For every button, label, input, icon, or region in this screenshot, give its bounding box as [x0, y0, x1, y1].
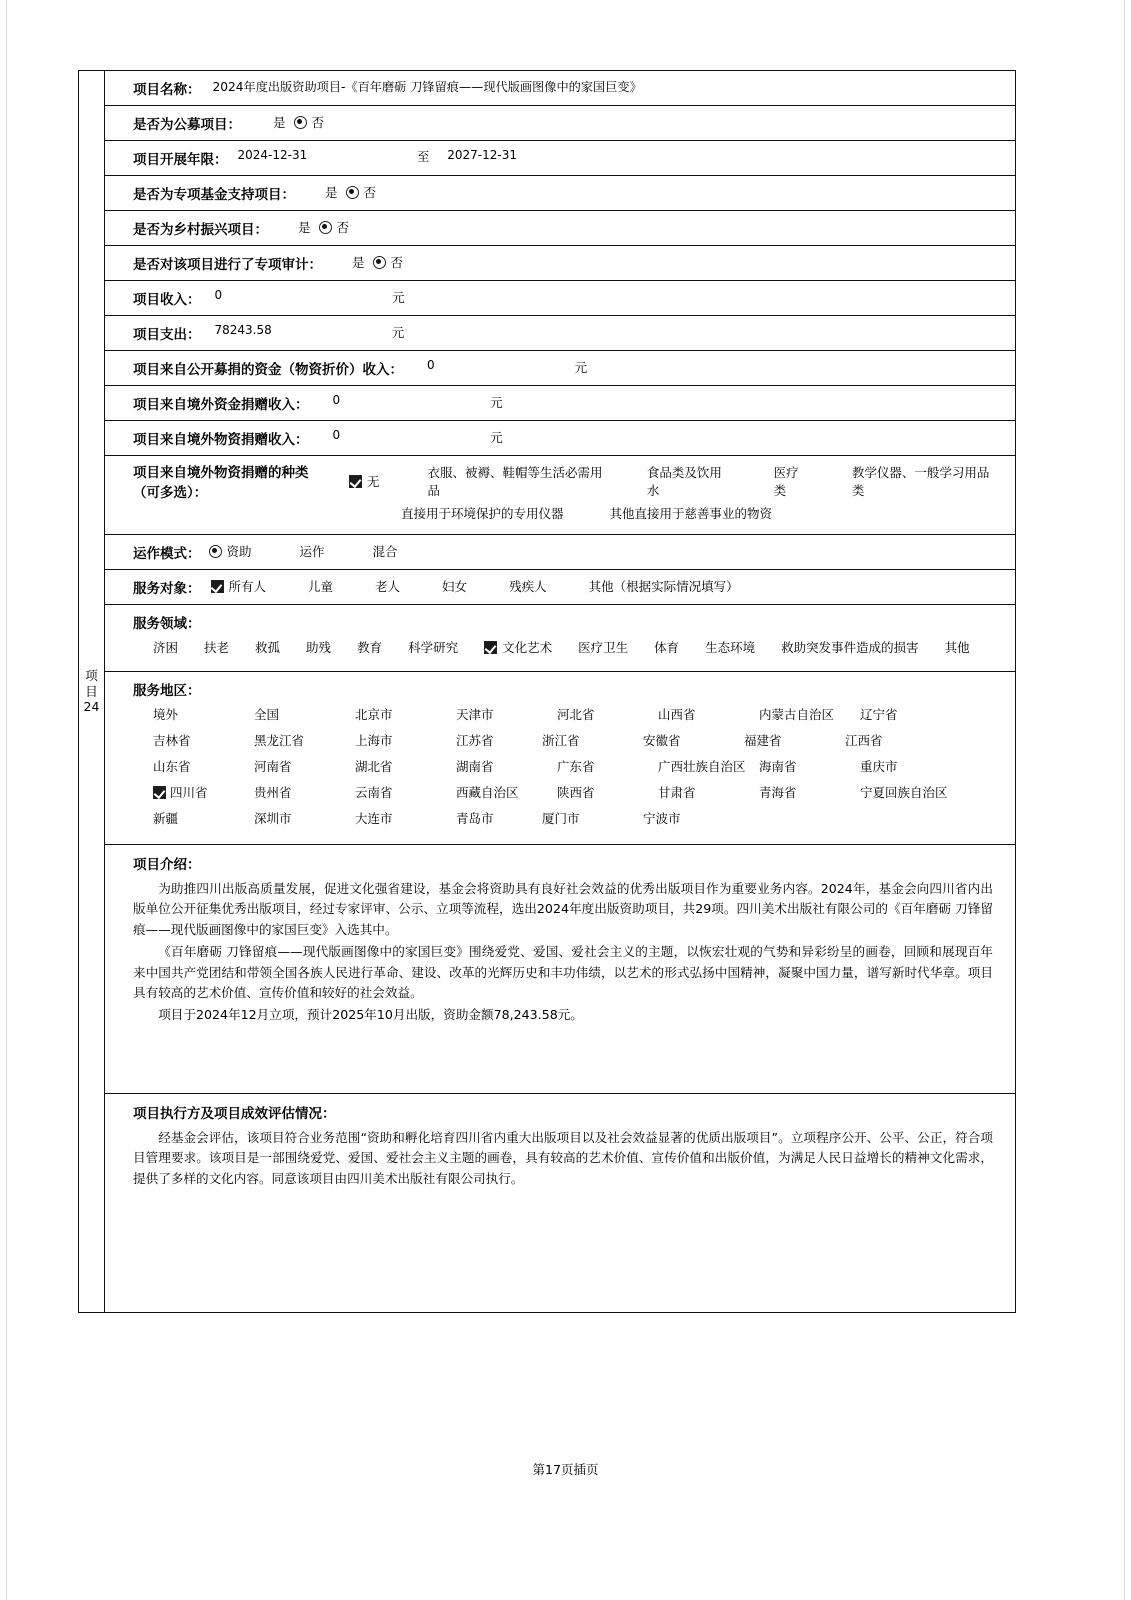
- field-service-areas: [105, 672, 1015, 845]
- section-evaluation: [105, 1094, 1015, 1312]
- expense-unit: 元: [391, 325, 405, 340]
- area-label-shaanxi: 陕西省: [557, 785, 595, 800]
- area-label-tianjin: 天津市: [456, 707, 494, 722]
- service-field-label-emergency: 救助突发事件造成的损害: [781, 640, 919, 655]
- area-henan[interactable]: [254, 757, 355, 775]
- service-field-orphan[interactable]: [255, 638, 280, 656]
- service-target-label-women: 妇女: [442, 579, 468, 594]
- area-hainan[interactable]: [759, 757, 860, 775]
- overseas-kind-charity[interactable]: [610, 504, 773, 522]
- rural-yes[interactable]: [298, 218, 311, 236]
- no-label: 否: [363, 185, 377, 200]
- service-field-health[interactable]: [578, 638, 628, 656]
- overseas-kind-label-food: 食品类及饮用水: [646, 465, 722, 498]
- service-target-label: 服务对象：: [133, 581, 201, 597]
- overseas-fund-value: 0: [332, 393, 341, 407]
- field-public-fundraising: [105, 106, 1015, 141]
- operation-mode-label-funding: 资助: [226, 544, 252, 559]
- overseas-kind-food[interactable]: [647, 463, 732, 499]
- area-zhejiang[interactable]: [542, 731, 643, 749]
- service-field-education[interactable]: [357, 638, 382, 656]
- area-liaoning[interactable]: [860, 705, 961, 723]
- service-target-label-all: 所有人: [228, 579, 267, 594]
- area-label-qinghai: 青海省: [759, 785, 797, 800]
- field-special-audit: [105, 246, 1015, 281]
- evaluation-heading: 项目执行方及项目成效评估情况：: [133, 1106, 336, 1122]
- service-field-label-education: 教育: [357, 640, 383, 655]
- service-field-other[interactable]: [945, 638, 970, 656]
- area-hunan[interactable]: [456, 757, 557, 775]
- audit-no[interactable]: [373, 253, 404, 271]
- area-label-xinjiang: 新疆: [153, 811, 179, 826]
- overseas-kind-label-clothing: 衣服、被褥、鞋帽等生活必需用品: [427, 465, 603, 498]
- form-body: [105, 71, 1015, 1312]
- duration-to-label: 至: [417, 150, 430, 164]
- area-label-guizhou: 贵州省: [254, 785, 292, 800]
- service-target-label-other: 其他（根据实际情况填写）: [588, 579, 739, 594]
- overseas-fund-label: 项目来自境外资金捐赠收入：: [133, 397, 309, 413]
- row-index-label: 项 目 24: [83, 668, 100, 715]
- field-overseas-fund-income: [105, 386, 1015, 421]
- intro-heading: 项目介绍：: [133, 857, 201, 873]
- area-label-heilongjiang: 黑龙江省: [254, 733, 305, 748]
- field-service-fields: [105, 605, 1015, 672]
- area-hubei[interactable]: [355, 757, 456, 775]
- service-field-label: 服务领域：: [133, 616, 201, 632]
- overseas-kind-line-1: [349, 463, 1005, 499]
- area-shenzhen[interactable]: [254, 809, 355, 827]
- area-label-xiamen: 厦门市: [542, 811, 580, 826]
- service-field-label-culture-art: 文化艺术: [502, 640, 553, 655]
- checkbox-icon[interactable]: [211, 580, 224, 593]
- page-note: 第17页插页: [532, 1462, 599, 1477]
- overseas-kind-label-teaching: 教学仪器、一般学习用品类: [851, 465, 990, 498]
- scan-edge-right: [1124, 0, 1125, 1600]
- overseas-kind-label-none: 无: [367, 474, 380, 489]
- area-label-shenzhen: 深圳市: [254, 811, 292, 826]
- area-hebei[interactable]: [557, 705, 658, 723]
- no-label: 否: [336, 220, 350, 235]
- area-qingdao[interactable]: [456, 809, 542, 827]
- area-gansu[interactable]: [658, 783, 759, 801]
- overseas-kind-none[interactable]: [349, 472, 380, 490]
- area-label-shanghai: 上海市: [355, 733, 393, 748]
- service-target-women[interactable]: [442, 577, 467, 595]
- field-special-fund: [105, 176, 1015, 211]
- operation-mode-label-operating: 运作: [299, 544, 325, 559]
- area-overseas[interactable]: [153, 705, 254, 723]
- area-yunnan[interactable]: [355, 783, 456, 801]
- special-fund-yes[interactable]: [325, 183, 338, 201]
- section-project-introduction: [105, 845, 1015, 1094]
- public-donation-value: 0: [427, 358, 435, 372]
- radio-icon[interactable]: [346, 186, 359, 199]
- expense-value: 78243.58: [214, 323, 272, 337]
- area-label-gansu: 甘肃省: [658, 785, 696, 800]
- area-beijing[interactable]: [355, 705, 456, 723]
- service-field-elderly[interactable]: [204, 638, 229, 656]
- area-heilongjiang[interactable]: [254, 731, 355, 749]
- no-label: 否: [311, 115, 325, 130]
- field-rural-revitalization: [105, 211, 1015, 246]
- service-area-grid: [133, 705, 1005, 835]
- intro-paragraph-3: 项目于2024年12月立项，预计2025年10月出版，资助金额78,243.58元。: [158, 1007, 583, 1023]
- service-field-label-ecology: 生态环境: [705, 640, 756, 655]
- area-anhui[interactable]: [643, 731, 744, 749]
- area-label-ningbo: 宁波市: [643, 811, 681, 826]
- service-field-sports[interactable]: [654, 638, 679, 656]
- service-field-label-elderly: 扶老: [204, 640, 230, 655]
- service-field-label-health: 医疗卫生: [578, 640, 629, 655]
- checkbox-icon[interactable]: [153, 786, 166, 799]
- field-project-expense: [105, 316, 1015, 351]
- project-name-value: 2024年度出版资助项目-《百年磨砺 刀锋留痕——现代版画图像中的家国巨变》: [212, 80, 642, 94]
- radio-icon[interactable]: [373, 256, 386, 269]
- service-field-ecology[interactable]: [705, 638, 755, 656]
- overseas-kind-label-medical: 医疗类: [773, 465, 799, 498]
- page-footer: [0, 1460, 1131, 1478]
- overseas-kind-clothing[interactable]: [428, 463, 609, 499]
- overseas-kind-label-charity: 其他直接用于慈善事业的物资: [609, 506, 773, 521]
- area-fujian[interactable]: [744, 731, 845, 749]
- area-label-inner-mongolia: 内蒙古自治区: [759, 707, 835, 722]
- field-public-donation-income: [105, 351, 1015, 386]
- area-sichuan[interactable]: [153, 783, 254, 801]
- overseas-kind-medical[interactable]: [774, 463, 810, 499]
- service-target-all[interactable]: [211, 577, 267, 595]
- public-fundraising-yes[interactable]: [273, 113, 286, 131]
- area-guangxi[interactable]: [658, 757, 759, 775]
- area-label-shandong: 山东省: [153, 759, 191, 774]
- area-jiangxi[interactable]: [845, 731, 946, 749]
- radio-icon[interactable]: [319, 221, 332, 234]
- area-xinjiang[interactable]: [153, 809, 254, 827]
- service-target-disabled[interactable]: [509, 577, 547, 595]
- area-shaanxi[interactable]: [557, 783, 658, 801]
- area-guizhou[interactable]: [254, 783, 355, 801]
- income-unit: 元: [392, 290, 405, 305]
- area-label-beijing: 北京市: [355, 707, 393, 722]
- service-field-disabled[interactable]: [306, 638, 331, 656]
- area-label-guangxi: 广西壮族自治区: [658, 759, 746, 774]
- overseas-kind-label-environment: 直接用于环境保护的专用仪器: [401, 506, 564, 521]
- area-ningxia[interactable]: [860, 783, 961, 801]
- audit-yes[interactable]: [352, 253, 365, 271]
- area-label-sichuan: 四川省: [170, 785, 208, 800]
- special-fund-no[interactable]: [346, 183, 377, 201]
- overseas-goods-label: 项目来自境外物资捐赠收入：: [133, 432, 309, 448]
- field-service-target: [105, 570, 1015, 605]
- yes-label: 是: [298, 220, 311, 235]
- overseas-fund-unit: 元: [490, 395, 503, 410]
- service-field-research[interactable]: [408, 638, 458, 656]
- operation-mode-label: 运作模式：: [133, 546, 201, 562]
- duration-end: 2027-12-31: [447, 148, 518, 162]
- area-label-liaoning: 辽宁省: [860, 707, 898, 722]
- area-shandong[interactable]: [153, 757, 254, 775]
- public-donation-unit: 元: [574, 360, 588, 375]
- area-ningbo[interactable]: [643, 809, 744, 827]
- radio-icon[interactable]: [209, 545, 222, 558]
- area-shanghai[interactable]: [355, 731, 456, 749]
- area-tibet[interactable]: [456, 783, 557, 801]
- field-project-income: [105, 281, 1015, 316]
- overseas-kind-line-2: [349, 504, 1005, 522]
- operation-mode-mixed[interactable]: [373, 542, 398, 560]
- overseas-kind-environment[interactable]: [401, 504, 564, 522]
- service-field-label-sports: 体育: [654, 640, 680, 655]
- public-fundraising-no[interactable]: [294, 113, 325, 131]
- overseas-kind-teaching[interactable]: [852, 463, 997, 499]
- service-field-emergency[interactable]: [781, 638, 919, 656]
- public-fundraising-label: 是否为公募项目：: [133, 117, 241, 133]
- area-shanxi[interactable]: [658, 705, 759, 723]
- area-label-jilin: 吉林省: [153, 733, 191, 748]
- yes-label: 是: [352, 255, 365, 270]
- area-label-fujian: 福建省: [744, 733, 782, 748]
- evaluation-paragraph-1: 经基金会评估，该项目符合业务范围“资助和孵化培育四川省内重大出版项目以及社会效益显著的优质出版项目”。立项程序公开、公平、公正，符合项目管理要求。该项目是一部围绕爱党、爱国、爱社会主义主题的画卷，具有较高的艺术价值、宣传价值和出版价值，为满足人民日益增长的精神文化需求，提供了多样的文化内容。同意该项目由四川美术出版社有限公司执行。: [133, 1130, 993, 1186]
- area-label-dalian: 大连市: [355, 811, 393, 826]
- area-label-henan: 河南省: [254, 759, 292, 774]
- audit-label: 是否对该项目进行了专项审计：: [133, 257, 322, 273]
- service-field-poverty[interactable]: [153, 638, 178, 656]
- row-index-cell: [79, 71, 105, 1312]
- service-field-label-poverty: 济困: [153, 640, 179, 655]
- area-inner-mongolia[interactable]: [759, 705, 860, 723]
- area-label-shanxi: 山西省: [658, 707, 696, 722]
- rural-no[interactable]: [319, 218, 350, 236]
- service-field-label-orphan: 救孤: [255, 640, 281, 655]
- service-field-label-research: 科学研究: [408, 640, 459, 655]
- overseas-kind-label: 项目来自境外物资捐赠的种类: [133, 465, 309, 481]
- service-target-label-children: 儿童: [308, 579, 334, 594]
- special-fund-label: 是否为专项基金支持项目：: [133, 187, 295, 203]
- area-label-hainan: 海南省: [759, 759, 797, 774]
- rural-label: 是否为乡村振兴项目：: [133, 222, 268, 238]
- area-label-anhui: 安徽省: [643, 733, 681, 748]
- service-target-elderly[interactable]: [375, 577, 400, 595]
- intro-paragraph-1: 为助推四川出版高质量发展，促进文化强省建设，基金会将资助具有良好社会效益的优秀出版项目作为重要业务内容。2024年，基金会向四川省内出版单位公开征集优秀出版项目，经过专家评审、公示、立项等流程，选出2024年度出版资助项目，共29项。四川美术出版社有限公司的《百年磨砺 刀锋留痕——现代版画图像中的家国巨变》入选其中。: [133, 881, 993, 937]
- service-area-label: 服务地区：: [133, 683, 201, 699]
- yes-label: 是: [325, 185, 338, 200]
- area-label-hebei: 河北省: [557, 707, 595, 722]
- overseas-goods-value: 0: [332, 428, 341, 442]
- area-label-zhejiang: 浙江省: [542, 733, 580, 748]
- area-label-jiangxi: 江西省: [845, 733, 883, 748]
- operation-mode-funding[interactable]: [209, 542, 252, 560]
- expense-label: 项目支出：: [133, 327, 201, 343]
- public-donation-label: 项目来自公开募捐的资金（物资折价）收入：: [133, 362, 403, 378]
- intro-paragraph-2: 《百年磨砺 刀锋留痕——现代版画图像中的家国巨变》围绕爱党、爱国、爱社会主义的主题，以恢宏壮观的气势和异彩纷呈的画卷，回顾和展现百年来中国共产党团结和带领全国各族人民进行革命、建设、改革的光辉历史和丰功伟绩，以艺术的形式弘扬中国精神，凝聚中国力量，谱写新时代华章。项目具有较高的艺术价值、宣传价值和较好的社会效益。: [133, 944, 993, 1000]
- duration-start: 2024-12-31: [237, 148, 308, 162]
- income-label: 项目收入：: [133, 292, 201, 308]
- area-label-overseas: 境外: [153, 707, 179, 722]
- service-field-culture-art[interactable]: [484, 638, 552, 656]
- area-guangdong[interactable]: [557, 757, 658, 775]
- area-jiangsu[interactable]: [456, 731, 542, 749]
- area-chongqing[interactable]: [860, 757, 946, 775]
- overseas-goods-unit: 元: [490, 430, 503, 445]
- area-jilin[interactable]: [153, 731, 254, 749]
- area-xiamen[interactable]: [542, 809, 643, 827]
- checkbox-icon[interactable]: [349, 475, 362, 488]
- area-nationwide[interactable]: [254, 705, 355, 723]
- service-field-label-disabled: 助残: [306, 640, 332, 655]
- area-dalian[interactable]: [355, 809, 456, 827]
- area-label-chongqing: 重庆市: [860, 759, 898, 774]
- scan-edge-left: [6, 0, 7, 1600]
- field-overseas-goods-kinds: [105, 456, 1015, 535]
- no-label: 否: [390, 255, 404, 270]
- field-duration: [105, 141, 1015, 176]
- service-target-other[interactable]: [589, 577, 739, 595]
- service-target-children[interactable]: [308, 577, 333, 595]
- area-label-nationwide: 全国: [254, 707, 280, 722]
- field-operation-mode: [105, 535, 1015, 570]
- project-name-label: 项目名称：: [133, 82, 201, 98]
- duration-label: 项目开展年限：: [133, 152, 228, 168]
- service-target-label-elderly: 老人: [375, 579, 401, 594]
- field-overseas-goods-income: [105, 421, 1015, 456]
- operation-mode-label-mixed: 混合: [372, 544, 398, 559]
- yes-label: 是: [273, 115, 286, 130]
- radio-icon[interactable]: [294, 116, 307, 129]
- area-label-hubei: 湖北省: [355, 759, 393, 774]
- area-label-guangdong: 广东省: [557, 759, 595, 774]
- operation-mode-operating[interactable]: [300, 542, 325, 560]
- area-label-tibet: 西藏自治区: [456, 785, 519, 800]
- checkbox-icon[interactable]: [484, 641, 497, 654]
- service-target-label-disabled: 残疾人: [509, 579, 547, 594]
- overseas-kind-label-2: （可多选）：: [133, 485, 208, 502]
- area-tianjin[interactable]: [456, 705, 557, 723]
- area-label-qingdao: 青岛市: [456, 811, 494, 826]
- project-form-table: [78, 70, 1016, 1313]
- area-label-jiangsu: 江苏省: [456, 733, 494, 748]
- field-project-name: [105, 71, 1015, 106]
- area-label-ningxia: 宁夏回族自治区: [860, 785, 948, 800]
- area-qinghai[interactable]: [759, 783, 860, 801]
- area-label-yunnan: 云南省: [355, 785, 393, 800]
- service-field-label-other: 其他: [944, 640, 970, 655]
- income-value: 0: [214, 288, 223, 302]
- area-label-hunan: 湖南省: [456, 759, 494, 774]
